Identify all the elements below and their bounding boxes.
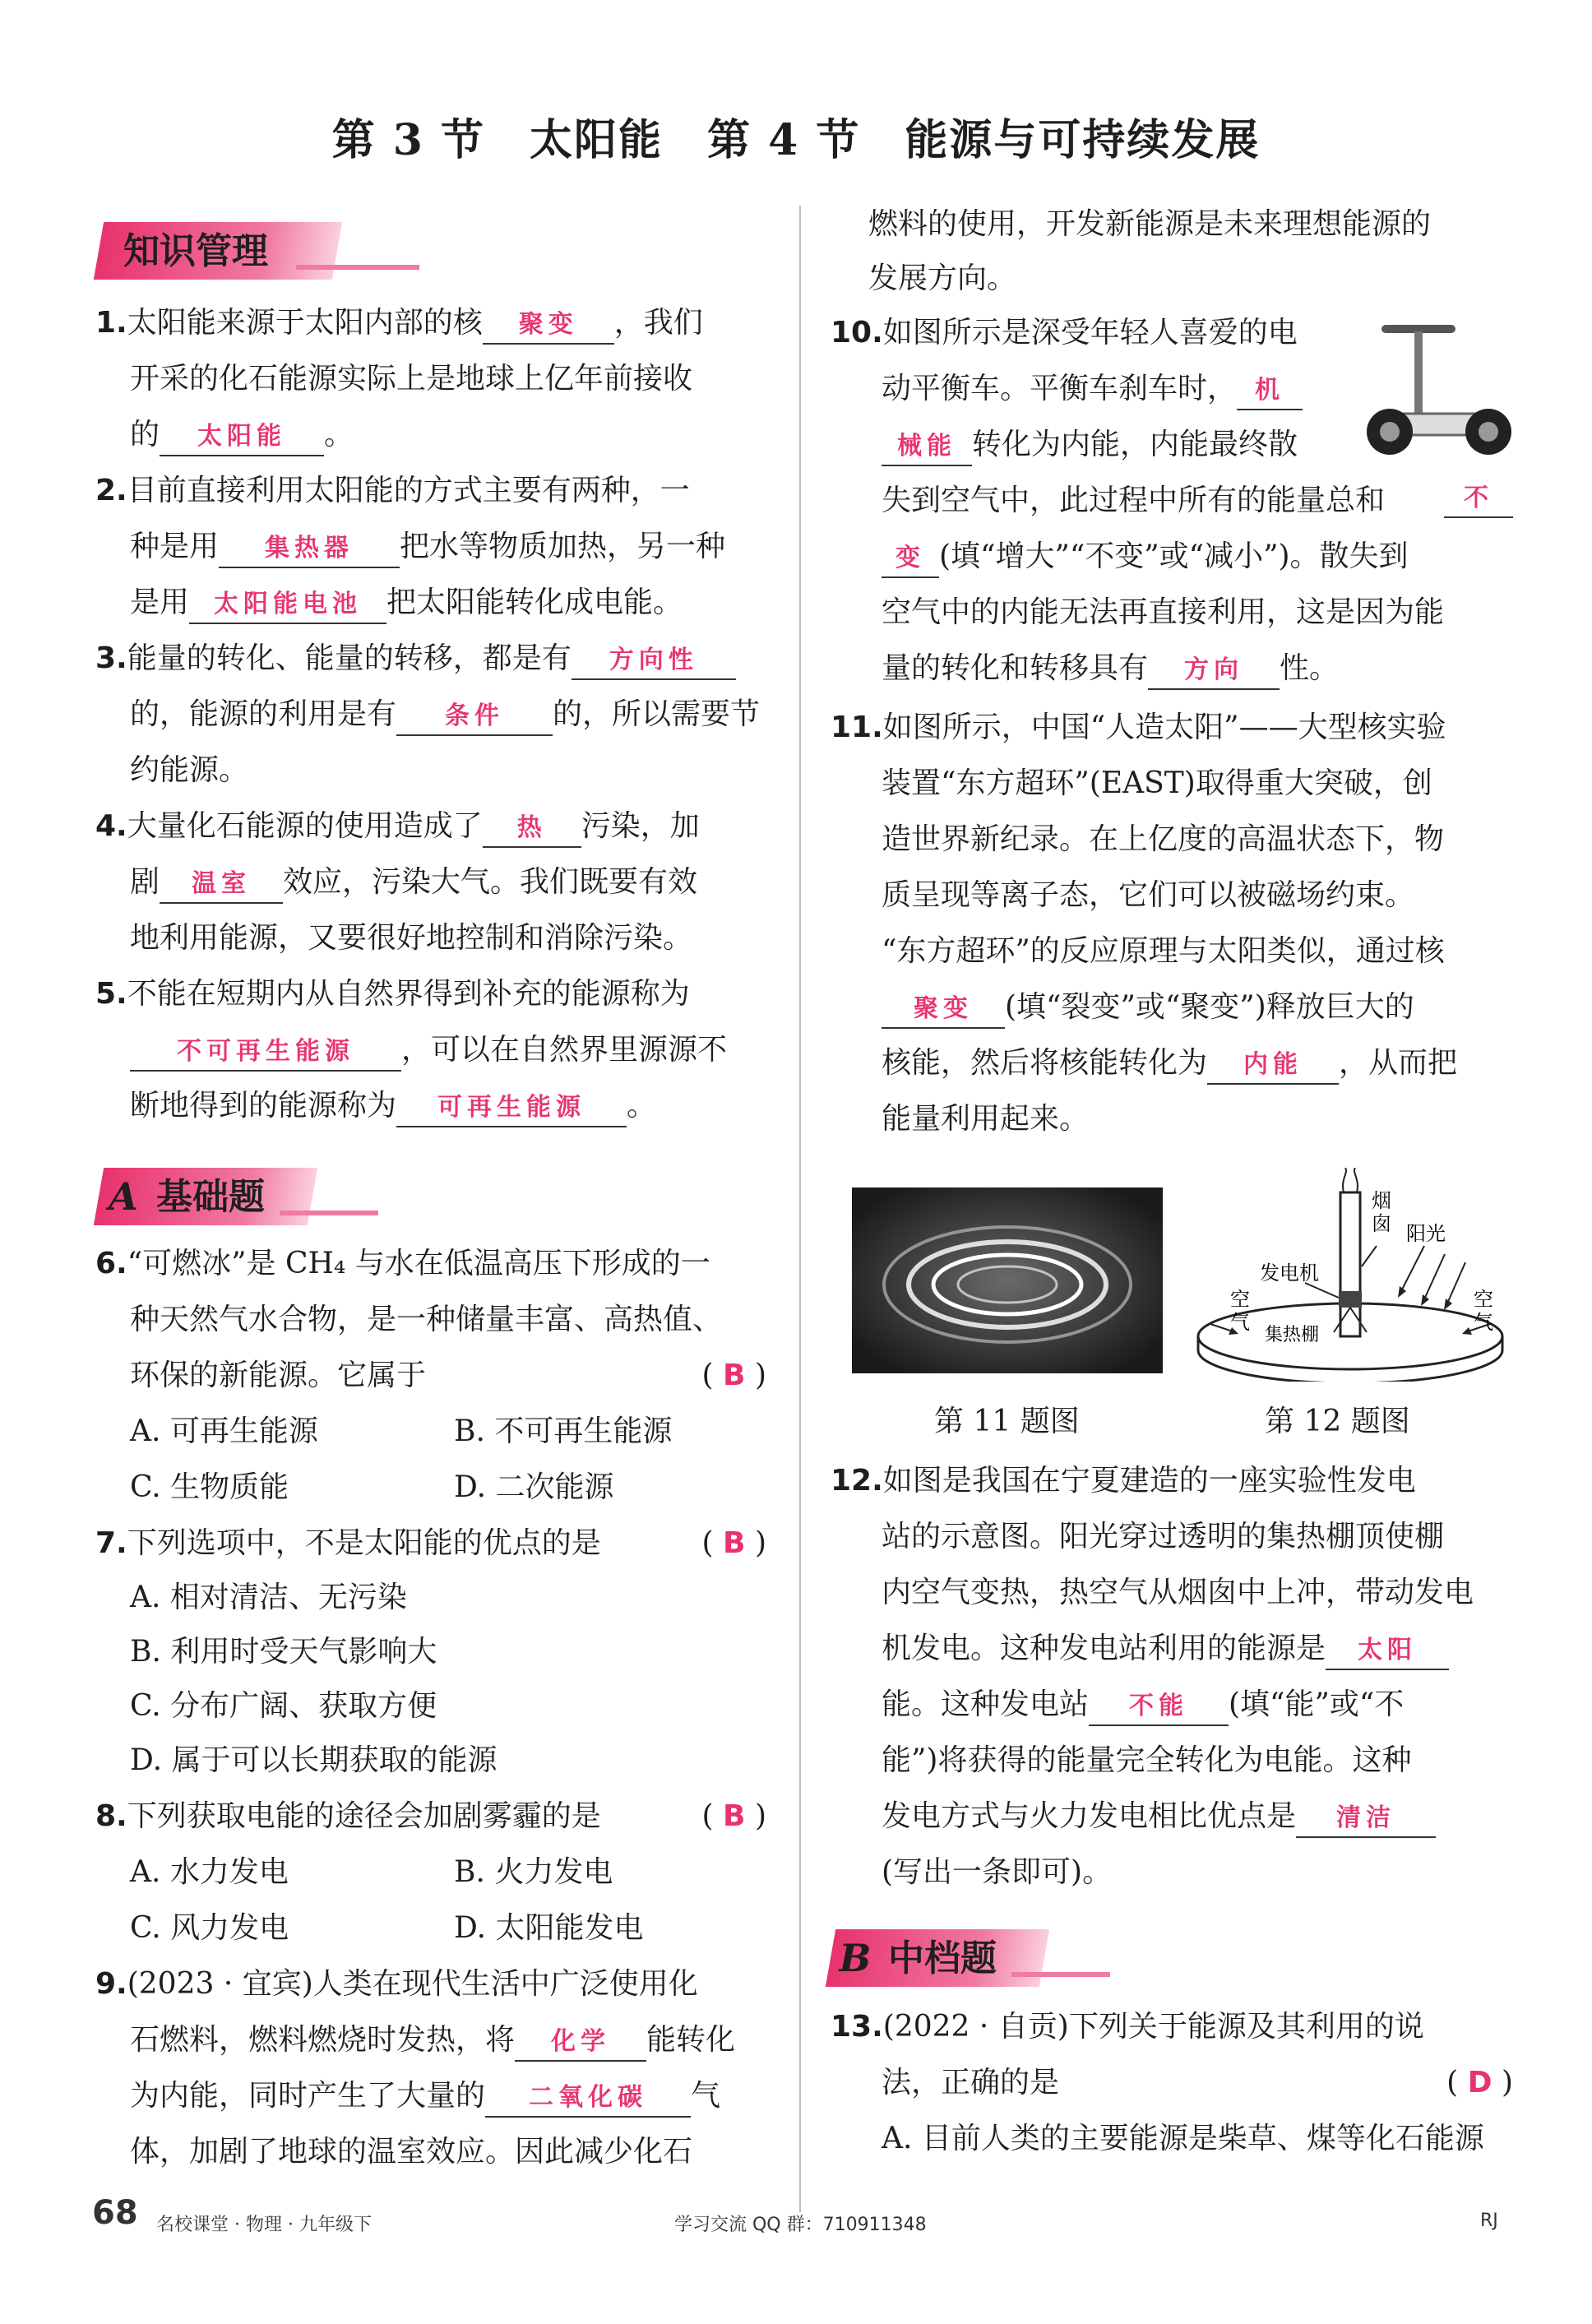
question-1-line-2: 开采的化石能源实际上是地球上亿年前接收 <box>130 362 693 396</box>
answer-blank[interactable]: 内能 <box>1207 1047 1339 1085</box>
label-sunlight: 阳光 <box>1406 1222 1446 1245</box>
answer-blank[interactable]: 太阳 <box>1326 1632 1449 1670</box>
footer-edition: RJ <box>1480 2211 1498 2231</box>
question-3-line-3: 约能源。 <box>130 753 249 787</box>
footer-qq-group: 学习交流 QQ 群：710911348 <box>674 2215 927 2235</box>
label-air-left-1: 空 <box>1230 1288 1250 1311</box>
question-5-line-1: 5.不能在短期内从自然界得到补充的能源称为 <box>95 977 690 1011</box>
answer-blank[interactable]: 聚变 <box>483 307 614 345</box>
question-9-line-1: 9.(2023 · 宜宾)人类在现代生活中广泛使用化 <box>95 1967 698 2001</box>
option-a[interactable]: A. 水力发电 <box>130 1855 289 1889</box>
answer-blank[interactable]: 太阳能 <box>160 419 324 456</box>
question-10-line-6: 空气中的内能无法再直接利用，这是因为能 <box>882 595 1445 629</box>
answer-blank[interactable]: 不 <box>1444 480 1513 518</box>
figure-12-caption: 第 12 题图 <box>1265 1405 1410 1438</box>
question-10-line-4: 失到空气中，此过程中所有的能量总和 不 <box>882 480 1513 521</box>
label-collector-shed: 集热棚 <box>1265 1325 1320 1345</box>
page-number: 68 <box>92 2194 138 2232</box>
question-10-line-1: 10.如图所示是深受年轻人喜爱的电 <box>831 316 1298 350</box>
solar-chimney-diagram <box>1186 1168 1515 1382</box>
question-11-line-8: 能量利用起来。 <box>882 1102 1090 1136</box>
question-2-line-1: 2.目前直接利用太阳能的方式主要有两种，一 <box>95 474 690 507</box>
question-10-line-5: 变 (填“增大”“不变”或“减小”)。散失到 <box>882 536 1409 578</box>
question-9-line-4: 体，加剧了地球的温室效应。因此减少化石 <box>130 2135 693 2169</box>
answer-blank[interactable]: 清洁 <box>1296 1800 1436 1838</box>
question-4-line-1: 4.大量化石能源的使用造成了 热 污染，加 <box>95 806 700 848</box>
question-13-line-2: 法，正确的是 ( D ) <box>882 2062 1513 2104</box>
option-a[interactable]: A. 可再生能源 <box>130 1414 318 1448</box>
question-9-line-6: 发展方向。 <box>868 262 1017 295</box>
question-7-line-1: 7.下列选项中，不是太阳能的优点的是 ( B ) <box>95 1523 766 1564</box>
answer-blank[interactable]: 温室 <box>160 866 283 904</box>
question-12-line-1: 12.如图是我国在宁夏建造的一座实验性发电 <box>831 1464 1416 1498</box>
option-d[interactable]: D. 二次能源 <box>454 1470 614 1504</box>
option-c[interactable]: C. 风力发电 <box>130 1911 289 1945</box>
question-3-line-1: 3.能量的转化、能量的转移，都是有 方向性 <box>95 638 736 680</box>
label-chimney-2: 囱 <box>1372 1212 1391 1235</box>
question-9-line-5: 燃料的使用，开发新能源是未来理想能源的 <box>868 207 1432 241</box>
question-2-line-2: 种是用 集热器 把水等物质加热，另一种 <box>130 526 725 568</box>
option-d[interactable]: D. 太阳能发电 <box>454 1911 644 1945</box>
answer-blank[interactable]: 聚变 <box>882 991 1005 1029</box>
label-generator: 发电机 <box>1260 1262 1319 1285</box>
question-10-line-2: 动平衡车。平衡车刹车时， 机 <box>882 368 1303 410</box>
figure-11-caption: 第 11 题图 <box>934 1405 1080 1438</box>
question-10-line-3: 械能 转化为内能，内能最终散 <box>882 424 1298 466</box>
question-5-line-2: 不可再生能源 ，可以在自然界里源源不 <box>130 1030 727 1072</box>
question-12-line-8: (写出一条即可)。 <box>882 1855 1113 1889</box>
option-b[interactable]: B. 火力发电 <box>454 1855 613 1889</box>
answer-blank[interactable]: 可再生能源 <box>396 1090 627 1127</box>
question-11-line-5: “东方超环”的反应原理与太阳类似，通过核 <box>882 934 1445 968</box>
question-6-line-3: 环保的新能源。它属于 ( B ) <box>130 1355 766 1396</box>
section-letter: B <box>839 1936 872 1980</box>
answer-choice[interactable]: B <box>723 1359 746 1392</box>
label-air-right-1: 空 <box>1474 1288 1493 1311</box>
question-12-line-4: 机发电。这种发电站利用的能源是 太阳 <box>882 1628 1449 1670</box>
option-c[interactable]: C. 分布广阔、获取方便 <box>130 1689 437 1723</box>
question-10-line-7: 量的转化和转移具有 方向 性。 <box>882 648 1339 690</box>
question-12-line-2: 站的示意图。阳光穿过透明的集热棚顶使棚 <box>882 1520 1445 1553</box>
section-header-knowledge <box>99 222 419 280</box>
answer-blank[interactable]: 化学 <box>515 2024 646 2062</box>
section-label: 基础题 <box>156 1176 265 1218</box>
answer-blank[interactable]: 集热器 <box>219 530 400 568</box>
question-6-line-2: 种天然气水合物，是一种储量丰富、高热值、 <box>130 1303 723 1336</box>
section-label: 知识管理 <box>123 230 268 272</box>
column-divider <box>799 206 801 2212</box>
east-tokamak-photo <box>852 1187 1163 1373</box>
answer-blank[interactable]: 不能 <box>1089 1688 1229 1726</box>
question-11-line-3: 造世界新纪录。在上亿度的高温状态下，物 <box>882 822 1445 856</box>
label-chimney-1: 烟 <box>1372 1189 1391 1212</box>
question-4-line-3: 地利用能源，又要很好地控制和消除污染。 <box>130 921 693 955</box>
section-letter: A <box>109 1174 138 1219</box>
question-1-line-1: 1.太阳能来源于太阳内部的核 聚变 ，我们 <box>95 303 703 345</box>
answer-bracket: ( B ) <box>701 1799 766 1833</box>
question-12-line-6: 能”)将获得的能量完全转化为电能。这种 <box>882 1743 1412 1777</box>
question-12-line-7: 发电方式与火力发电相比优点是 清洁 <box>882 1796 1436 1838</box>
answer-blank[interactable]: 方向性 <box>572 642 736 680</box>
answer-blank[interactable]: 机 <box>1237 373 1303 410</box>
answer-choice[interactable]: B <box>723 1526 746 1560</box>
answer-blank[interactable]: 不可再生能源 <box>130 1034 401 1072</box>
option-c[interactable]: C. 生物质能 <box>130 1470 289 1504</box>
option-a[interactable]: A. 目前人类的主要能源是柴草、煤等化石能源 <box>882 2122 1484 2155</box>
question-2-line-3: 是用 太阳能电池 把太阳能转化成电能。 <box>130 582 683 624</box>
option-a[interactable]: A. 相对清洁、无污染 <box>130 1581 407 1614</box>
answer-bracket: ( B ) <box>701 1526 766 1560</box>
question-6-line-1: 6.“可燃冰”是 CH₄ 与水在低温高压下形成的一 <box>95 1247 710 1280</box>
question-13-line-1: 13.(2022 · 自贡)下列关于能源及其利用的说 <box>831 2010 1424 2044</box>
balance-scooter-figure <box>1365 317 1513 473</box>
answer-choice[interactable]: B <box>723 1799 746 1833</box>
answer-blank[interactable]: 条件 <box>396 698 553 736</box>
answer-blank[interactable]: 方向 <box>1148 652 1280 690</box>
question-11-line-1: 11.如图所示，中国“人造太阳”——大型核实验 <box>831 711 1446 744</box>
question-1-line-3: 的 太阳能 。 <box>130 414 354 456</box>
question-12-line-3: 内空气变热，热空气从烟囱中上冲，带动发电 <box>882 1576 1474 1609</box>
answer-choice[interactable]: D <box>1467 2066 1492 2099</box>
answer-bracket: ( D ) <box>1446 2066 1513 2099</box>
question-8-line-1: 8.下列获取电能的途径会加剧雾霾的是 ( B ) <box>95 1796 766 1837</box>
section-header-basic <box>99 1168 378 1225</box>
answer-blank[interactable]: 械能 <box>882 428 972 466</box>
question-9-line-3: 为内能，同时产生了大量的 二氧化碳 气 <box>130 2076 720 2118</box>
section-label: 中档题 <box>888 1937 997 1979</box>
question-9-line-2: 石燃料，燃料燃烧时发热，将 化学 能转化 <box>130 2020 735 2062</box>
question-11-line-7: 核能，然后将核能转化为 内能 ，从而把 <box>882 1043 1457 1085</box>
answer-blank[interactable]: 二氧化碳 <box>485 2080 691 2118</box>
option-b[interactable]: B. 不可再生能源 <box>454 1414 673 1448</box>
answer-bracket: ( B ) <box>701 1359 766 1392</box>
question-11-line-4: 质呈现等离子态，它们可以被磁场约束。 <box>882 878 1415 912</box>
question-11-line-6: 聚变 (填“裂变”或“聚变”)释放巨大的 <box>882 987 1414 1029</box>
label-air-left-2: 气 <box>1230 1311 1250 1334</box>
question-4-line-2: 剧 温室 效应，污染大气。我们既要有效 <box>130 862 697 904</box>
answer-blank[interactable]: 热 <box>483 810 581 848</box>
option-d[interactable]: D. 属于可以长期获取的能源 <box>130 1743 498 1777</box>
answer-blank[interactable]: 变 <box>882 540 939 578</box>
question-5-line-3: 断地得到的能源称为 可再生能源 。 <box>130 1086 656 1127</box>
page-title: 第 3 节 太阳能 第 4 节 能源与可持续发展 <box>331 115 1261 165</box>
question-12-line-5: 能。这种发电站 不能 (填“能”或“不 <box>882 1684 1404 1726</box>
label-air-right-2: 气 <box>1474 1311 1493 1334</box>
option-b[interactable]: B. 利用时受天气影响大 <box>130 1635 437 1669</box>
footer-book-title: 名校课堂 · 物理 · 九年级下 <box>156 2215 372 2235</box>
section-header-intermediate <box>831 1929 1110 1987</box>
answer-blank[interactable]: 太阳能电池 <box>189 586 386 624</box>
question-3-line-2: 的，能源的利用是有 条件 的，所以需要节 <box>130 694 760 736</box>
question-11-line-2: 装置“东方超环”(EAST)取得重大突破，创 <box>882 766 1432 800</box>
